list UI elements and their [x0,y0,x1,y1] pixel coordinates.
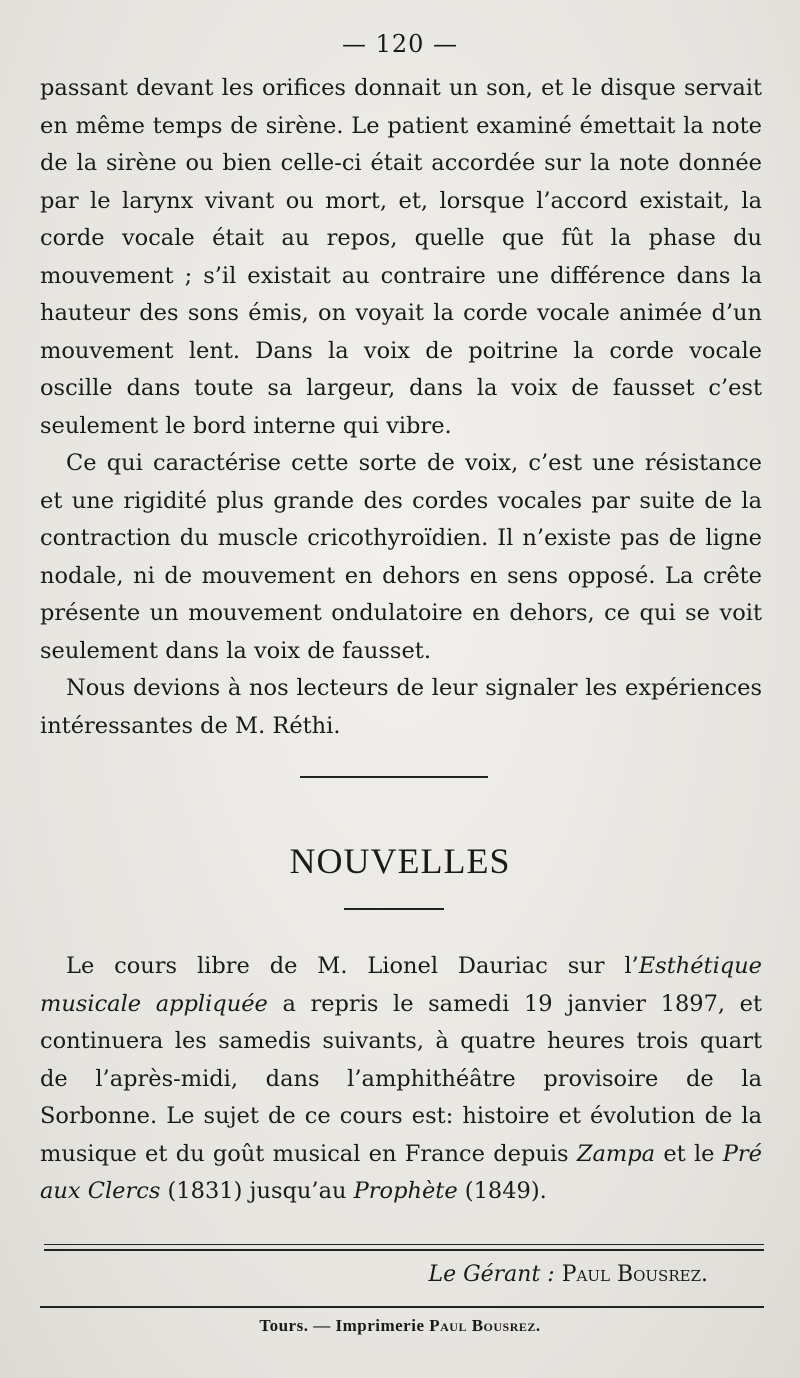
heading-underline [344,908,444,910]
imprint-place: Tours. — Imprimerie [259,1316,425,1335]
opera-title-zampa: Zampa [576,1140,656,1167]
closing-double-rule [44,1244,764,1251]
footer-rule [40,1306,764,1308]
page-number: — 120 — [341,30,459,58]
signature-label: Le Gérant : [428,1262,555,1287]
news-text-start: Le cours libre de M. Lionel Dauriac sur l’ [66,953,639,979]
imprint [0,1316,800,1336]
news-paragraph [40,948,762,1211]
course-title: Esthétique musicale appliquée [40,953,762,1017]
signature-name: Paul Bousrez. [561,1262,708,1287]
news-text-end: (1849). [457,1178,547,1204]
section-heading: NOUVELLES [289,841,511,881]
opera-title-prophete: Prophète [353,1178,458,1204]
news-text-mid-2: et le [655,1140,723,1167]
signature [428,1262,708,1287]
section-divider [300,776,488,778]
paragraph-3: Nous devions à nos lecteurs de leur signaler les expériences intéressantes de M. Réthi. [40,675,762,739]
opera-title-pre-aux-clercs: Pré aux Clercs [40,1140,762,1204]
article-conclusion [40,70,762,745]
paragraph-1: passant devant les orifices donnait un son, et le disque servait en même temps de sirène. Le patient examiné émettait la note de la sirène ou bien celle-ci était accordée sur la note donnée par le larynx vivant ou mort, et, lorsque l’accord existait, la corde vocale était au repos, quelle que fût la phase du mouvement ; s’il existait au contraire une différence dans la hauteur des sons émis, on voyait la corde vocale animée d’un mouvement lent. Dans la voix de poitrine la corde vocale oscille dans toute sa largeur, dans la voix de fausset c’est seulement le bord interne qui vibre. [40,75,762,439]
imprint-printer: Paul Bousrez. [429,1316,541,1335]
paragraph-2: Ce qui caractérise cette sorte de voix, c’est une résistance et une rigidité plus grande des cordes vocales par suite de la contraction du muscle cricothyroïdien. Il n’existe pas de ligne nodale, ni de mouvement en dehors en sens opposé. La crête présente un mouvement ondulatoire en dehors, ce qui se voit seulement dans la voix de fausset. [40,450,762,664]
news-section [40,948,762,1211]
news-text-mid-1: a repris le samedi 19 janvier 1897, et continuera les samedis suivants, à quatre heures trois quart de l’après-midi, dans l’amphithéâtre provisoire de la Sorbonne. Le sujet de ce cours est: histoire et évolution de la musique et du goût musical en France depuis [40,990,762,1167]
news-text-mid-3: (1831) jusqu’au [160,1178,354,1204]
